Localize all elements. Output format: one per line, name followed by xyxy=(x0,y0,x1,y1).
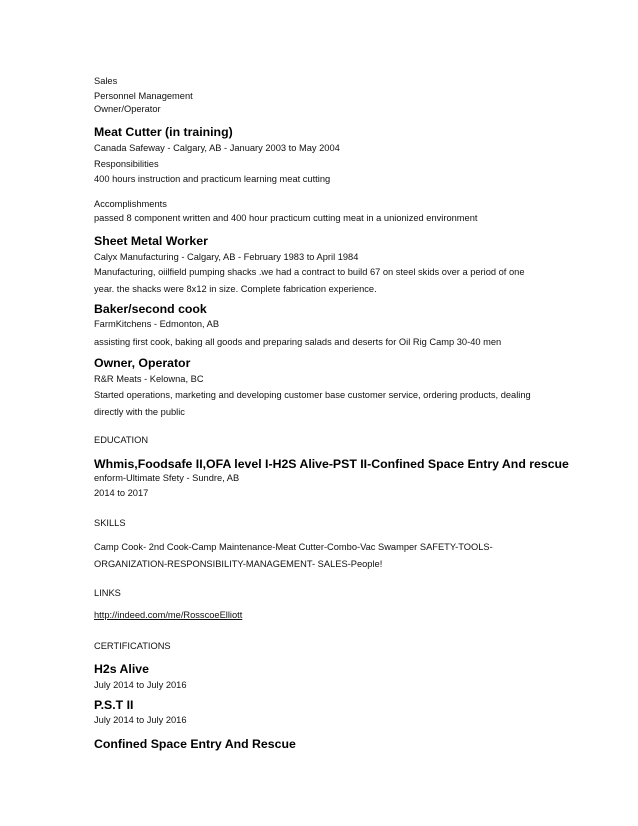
cert-title-h2s: H2s Alive xyxy=(94,662,149,676)
job-title-sheet-metal: Sheet Metal Worker xyxy=(94,234,208,248)
accomplishments-label: Accomplishments xyxy=(94,199,167,209)
education-school: enform-Ultimate Sfety - Sundre, AB xyxy=(94,473,240,483)
links-heading: LINKS xyxy=(94,588,121,598)
job-meta-meat-cutter: Canada Safeway - Calgary, AB - January 2003 to May 2004 xyxy=(94,143,340,153)
responsibilities-label: Responsibilities xyxy=(94,159,159,169)
job-meta-sheet-metal: Calyx Manufacturing - Calgary, AB - February 1983 to April 1984 xyxy=(94,252,359,262)
job-title-baker: Baker/second cook xyxy=(94,302,207,316)
cert-title-confined-space: Confined Space Entry And Rescue xyxy=(94,737,296,751)
education-heading: EDUCATION xyxy=(94,435,149,445)
job-title-owner-operator: Owner, Operator xyxy=(94,356,191,370)
responsibilities-text: 400 hours instruction and practicum learning meat cutting xyxy=(94,174,331,184)
job-description-owner-operator: Started operations, marketing and developing customer base customer service, ordering products, dealing directly with the public xyxy=(94,390,531,417)
skills-heading: SKILLS xyxy=(94,518,126,528)
job-description-sheet-metal: Manufacturing, oiilfield pumping shacks .we had a contract to build 67 on steel skids over a period of one year. the shacks were 8x12 in size. Complete fabrication experience. xyxy=(94,267,525,294)
accomplishments-text: passed 8 component written and 400 hour practicum cutting meat in a unionized environment xyxy=(94,213,478,223)
intro-line-owner: Owner/Operator xyxy=(94,104,161,114)
job-description-baker: assisting first cook, baking all goods and preparing salads and deserts for Oil Rig Camp 30-40 men xyxy=(94,337,502,347)
education-years: 2014 to 2017 xyxy=(94,488,149,498)
skills-text: Camp Cook- 2nd Cook-Camp Maintenance-Meat Cutter-Combo-Vac Swamper SAFETY-TOOLS-ORGANIZATION-RESPONSIBILITY-MANAGEMENT- SALES-People! xyxy=(94,542,493,569)
job-meta-owner-operator: R&R Meats - Kelowna, BC xyxy=(94,374,204,384)
indeed-profile-link[interactable]: http://indeed.com/me/RosscoeElliott xyxy=(94,610,243,620)
job-meta-baker: FarmKitchens - Edmonton, AB xyxy=(94,319,220,329)
intro-line-personnel: Personnel Management xyxy=(94,91,193,101)
cert-dates-h2s: July 2014 to July 2016 xyxy=(94,680,187,690)
cert-title-pst: P.S.T II xyxy=(94,698,134,712)
education-title: Whmis,Foodsafe II,OFA level I-H2S Alive-PST II-Confined Space Entry And rescue xyxy=(94,457,569,471)
job-title-meat-cutter: Meat Cutter (in training) xyxy=(94,125,233,139)
certifications-heading: CERTIFICATIONS xyxy=(94,641,171,651)
cert-dates-pst: July 2014 to July 2016 xyxy=(94,715,187,725)
intro-line-sales: Sales xyxy=(94,76,118,86)
